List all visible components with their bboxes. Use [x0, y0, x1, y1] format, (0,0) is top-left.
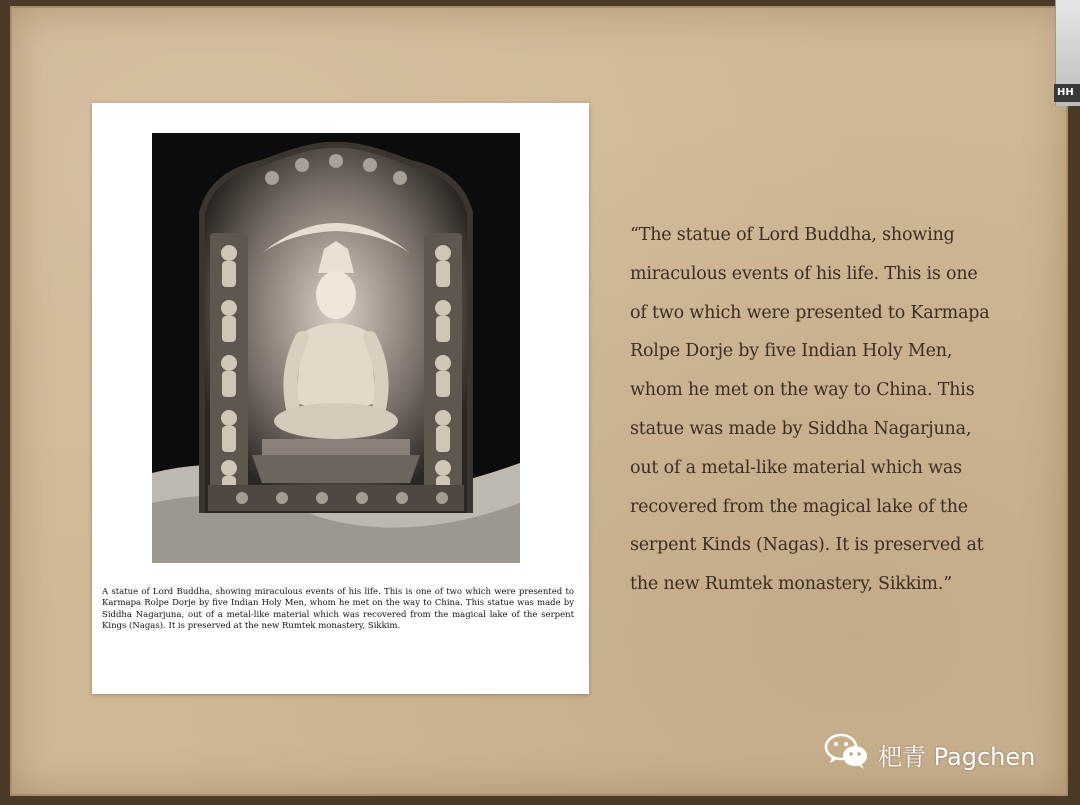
participant-name-label: HH — [1054, 84, 1080, 102]
quote-line: Rolpe Dorje by five Indian Holy Men, — [630, 341, 953, 362]
quote-line: recovered from the magical lake of the — [630, 496, 968, 517]
watermark — [824, 734, 1035, 774]
quote-text-block — [630, 216, 1030, 604]
buddha-statue-photo — [152, 133, 520, 563]
photo-caption: A statue of Lord Buddha, showing miraculous events of his life. This is one of two which were presented to Karmapa Rolpe Dorje by five Indian Holy Men, whom he met on the way to China. This statue was made by Siddha Nagarjuna, out of a metal-like material which was recovered from the magical lake of the serpent Kings (Nagas). It is preserved at the new Rumtek monastery, Sikkim. — [102, 587, 574, 631]
quote-line: statue was made by Siddha Nagarjuna, — [630, 418, 972, 439]
quote-line: serpent Kinds (Nagas). It is preserved at — [630, 535, 984, 556]
wechat-icon — [824, 732, 870, 776]
quote-line: whom he met on the way to China. This — [630, 380, 975, 401]
quote-line: out of a metal-like material which was — [630, 457, 962, 478]
quote-line: miraculous events of his life. This is one — [630, 263, 978, 284]
quote-line: “The statue of Lord Buddha, showing — [630, 225, 955, 245]
quote-line: the new Rumtek monastery, Sikkim.” — [630, 574, 952, 595]
book-page-image — [92, 103, 589, 694]
quote-line: of two which were presented to Karmapa — [630, 302, 990, 323]
watermark-text: 杷青 Pagchen — [878, 742, 1036, 771]
